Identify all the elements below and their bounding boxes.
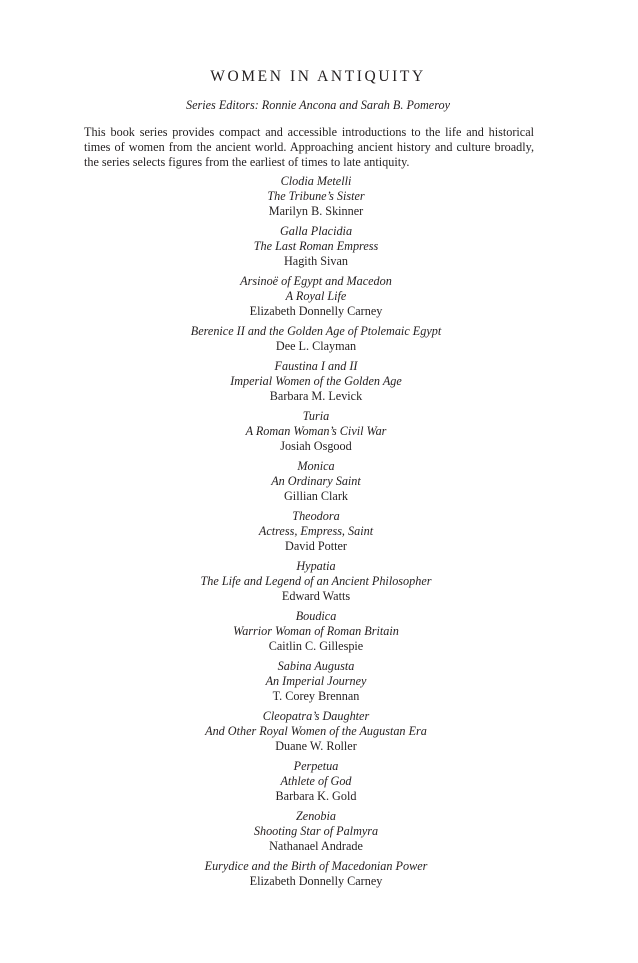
book-title: Monica — [297, 459, 335, 474]
book-entry — [98, 274, 534, 318]
book-subtitle: The Last Roman Empress — [253, 238, 379, 253]
book-title: Eurydice and the Birth of Macedonian Power — [204, 858, 428, 873]
book-title: Sabina Augusta — [277, 659, 355, 674]
book-author: Dee L. Clayman — [275, 338, 357, 353]
series-title: WOMEN IN ANTIQUITY — [210, 68, 426, 85]
book-subtitle: Athlete of God — [280, 773, 352, 788]
book-entry — [98, 759, 534, 803]
book-subtitle: And Other Royal Women of the Augustan Era — [205, 723, 427, 738]
book-subtitle: An Ordinary Saint — [271, 473, 361, 488]
book-subtitle: A Royal Life — [285, 288, 347, 303]
book-entry — [98, 459, 534, 503]
book-entry — [98, 859, 534, 889]
book-subtitle: The Tribune’s Sister — [267, 188, 365, 203]
book-author: David Potter — [285, 538, 347, 553]
book-author: T. Corey Brennan — [272, 688, 360, 703]
book-entry — [98, 559, 534, 603]
book-title: Cleopatra’s Daughter — [262, 709, 370, 724]
book-author: Marilyn B. Skinner — [268, 203, 364, 218]
book-subtitle: A Roman Woman’s Civil War — [245, 423, 387, 438]
book-entry — [98, 359, 534, 403]
book-author: Nathanael Andrade — [269, 838, 363, 853]
book-author: Gillian Clark — [284, 488, 348, 503]
book-title: Theodora — [292, 509, 340, 524]
book-author: Elizabeth Donnelly Carney — [249, 873, 383, 888]
book-title: Berenice II and the Golden Age of Ptolemaic Egypt — [190, 323, 442, 338]
book-entry — [98, 174, 534, 218]
book-author: Hagith Sivan — [284, 253, 348, 268]
book-entry — [98, 224, 534, 268]
book-title: Clodia Metelli — [280, 174, 352, 188]
book-entry — [98, 324, 534, 354]
book-author: Josiah Osgood — [280, 438, 352, 453]
book-entry — [98, 509, 534, 553]
book-entry — [98, 609, 534, 653]
book-list — [84, 174, 534, 889]
book-entry — [98, 809, 534, 853]
book-subtitle: Warrior Woman of Roman Britain — [233, 623, 399, 638]
book-author: Caitlin C. Gillespie — [268, 638, 364, 653]
book-title: Faustina I and II — [274, 359, 358, 374]
book-title: Hypatia — [296, 559, 336, 574]
book-author: Elizabeth Donnelly Carney — [249, 303, 383, 318]
book-title: Boudica — [295, 609, 337, 624]
book-entry — [98, 709, 534, 753]
book-title: Galla Placidia — [279, 223, 353, 238]
series-editors: Series Editors: Ronnie Ancona and Sarah B. Pomeroy — [185, 98, 451, 112]
book-subtitle: An Imperial Journey — [265, 673, 367, 688]
book-entry — [98, 409, 534, 453]
book-author: Duane W. Roller — [275, 738, 357, 753]
book-subtitle: Actress, Empress, Saint — [258, 523, 374, 538]
book-author: Barbara M. Levick — [269, 388, 363, 403]
book-subtitle: Imperial Women of the Golden Age — [230, 373, 402, 388]
book-title: Zenobia — [296, 809, 336, 823]
book-title: Turia — [302, 409, 330, 424]
book-title: Arsinoë of Egypt and Macedon — [240, 273, 392, 288]
book-author: Edward Watts — [281, 588, 351, 603]
book-title: Perpetua — [293, 759, 339, 774]
book-subtitle: The Life and Legend of an Ancient Philosopher — [200, 573, 432, 588]
book-subtitle: Shooting Star of Palmyra — [253, 823, 379, 838]
series-description: This book series provides compact and accessible introductions to the life and historical times of women from the ancient world. Approaching ancient history and culture broadly, the series selects figures from the earliest of times to late antiquity. — [84, 125, 534, 169]
book-author: Barbara K. Gold — [275, 788, 357, 803]
book-entry — [98, 659, 534, 703]
